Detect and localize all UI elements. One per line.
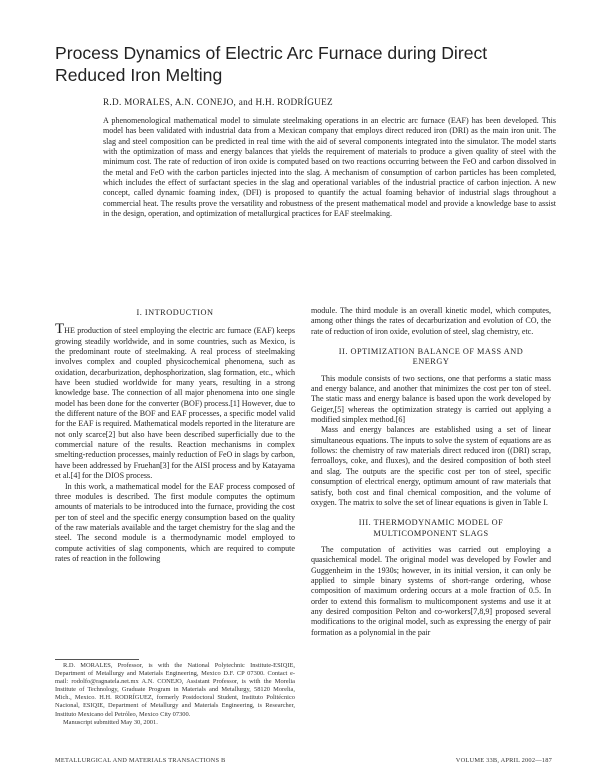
optimization-paragraph-1: This module consists of two sections, one that performs a static mass and energy balance, and another that minimizes the cost per ton of steel. The static mass and energy balance is based upon the work developed by Geiger,[5] whereas the optimization strategy is carried out applying a modified simplex method.[6] [311, 373, 551, 425]
author-footnote [55, 662, 295, 727]
right-column [311, 306, 551, 638]
drop-cap: T [55, 321, 65, 338]
paper-title: Process Dynamics of Electric Arc Furnace during Direct Reduced Iron Melting [55, 43, 488, 85]
intro-paragraph-2: In this work, a mathematical model for the EAF process composed of three modules is described. The first module computes the optimum amounts of materials to be introduced into the furnace, providing the cost per ton of steel and the specific energy consumption based on the quality of the raw materials available and the target chemistry for the slag and the steel. The second module is a thermodynamic model employed to compute activities of slag components, which are required to compute rates of reaction in the following [55, 481, 295, 563]
thermodynamic-paragraph-1: The computation of activities was carried out employing a quasichemical model. The original model was developed by Fowler and Guggenheim in the 1930s; however, in its initial version, it can only be applied to simple binary systems of short-range ordering, whose composition of maximum ordering occurs at a mole fraction of 0.5. In order to extend this formalism to multicomponent systems and use it at any desired composition Pelton and co-workers[7,8,9] proposed several modifications to the original model, such as expressing the energy of pair formation as a polynomial in the pair [311, 544, 551, 637]
section-heading-optimization-line1: II. OPTIMIZATION BALANCE OF MASS AND [338, 347, 524, 357]
left-column [55, 308, 295, 564]
journal-name-footer: METALLURGICAL AND MATERIALS TRANSACTIONS B [55, 757, 226, 764]
section-heading-introduction: I. INTRODUCTION [136, 308, 214, 317]
volume-page-footer: VOLUME 33B, APRIL 2002—187 [455, 757, 552, 764]
intro-paragraph-1-text: HE production of steel employing the electric arc furnace (EAF) keeps growing steadily worldwide, and in some countries, such as Mexico, is the predominant route of steelmaking. A real process of steelmaking involves complex and coupled physicochemical phenomena, such as oxidation, decarburization, dephosphorization, slag formation, etc., which have been studied worldwide for many years, resulting in a strong knowledge base. The connection of all major phenomena into one single model has been done for the converter (BOF) process.[1] However, due to the different nature of the BOF and EAF processes, a specific model valid for the EAF is required. Mathematical models reported in the literature are not only scarce[2] but also have been described superficially due to the commercial nature of the results. Reaction mechanisms in complex smelting-reduction processes, mainly reduction of FeO in slags by carbon, have been addressed by Fruehan[3] for the AISI process and by Katayama et al.[4] for the DIOS process. [55, 326, 295, 481]
optimization-paragraph-2: Mass and energy balances are established using a set of linear simultaneous equations. The inputs to solve the system of equations are as follows: the chemistry of raw materials direct reduced iron ((DRI) scrap, ferroalloys, coke, and fluxes), and the desired composition of both steel and slag. The outputs are the specific cost per ton of steel, specific consumption of electrical energy, optimum amount of raw materials that satisfy, both cost and final chemical composition, and the volume of oxygen. The matrix to solve the set of linear equations is given in Table I. [311, 425, 551, 507]
intro-paragraph-1 [55, 321, 295, 481]
author-list: R.D. MORALES, A.N. CONEJO, and H.H. RODRÍGUEZ [103, 97, 333, 107]
section-heading-thermodynamic-line2: MULTICOMPONENT SLAGS [373, 528, 489, 538]
abstract: A phenomenological mathematical model to simulate steelmaking operations in an electric arc furnace (EAF) has been developed. This model has been validated with industrial data from a Mexican company that employs direct reduced iron (DRI) as the main iron unit. The slag and steel composition can be predicted in real time with the aid of several components integrated into the simulator. The model starts with the optimization of mass and energy balances that yields the requirement of materials to produce a given quality of steel with the minimum cost. The rate of reduction of iron oxide is computed based on two reactions occurring between the FeO and carbon dissolved in the metal and FeO with the carbon particles injected into the slag. A mechanism of consumption of carbon particles has been completed, which includes the effect of surfactant species in the slag and operational variables of the industrial practice of carbon injection. A new concept, called dynamic foaming index, (DFI) is proposed to quantify the actual foaming behavior of industrial slags throughout a commercial heat. The results prove the versatility and robustness of the present mathematical model and provide a knowledge base to assist in the design, operation, and optimization of metallurgical practices for EAF steelmaking. [103, 116, 556, 219]
manuscript-date: Manuscript submitted May 30, 2001. [63, 718, 158, 726]
footnote-divider [55, 659, 139, 660]
author-affiliations: R.D. MORALES, Professor, is with the National Polytechnic Institute-ESIQIE, Department of Metallurgy and Materials Engineering, Mexico D.F. CP 07300. Contact e-mail: rodolfo@ragnatela.net.mx A.N. CONEJO, Assistant Professor, is with the Morelia Institute of Technology, Graduate Program in Materials and Metallurgy, 58120 Morelia, Mich., Mexico. H.H. RODRÍGUEZ, formerly Postdoctoral Student, Instituto Politécnico Nacional, ESIQIE, Department of Metallurgy and Materials Engineering, is Researcher, Instituto Mexicano del Petróleo, Mexico City 07300. [55, 662, 295, 718]
section-heading-optimization-line2: ENERGY [412, 357, 450, 367]
section-heading-thermodynamic-line1: III. THERMODYNAMIC MODEL OF [358, 518, 504, 528]
section-heading-thermodynamic [311, 518, 551, 539]
section-heading-optimization [311, 347, 551, 368]
intro-paragraph-continued: module. The third module is an overall kinetic model, which computes, among other things the rates of decarburization and evolution of CO, the rate of reduction of iron oxide, evolution of steel, slag chemistry, etc. [311, 306, 551, 336]
